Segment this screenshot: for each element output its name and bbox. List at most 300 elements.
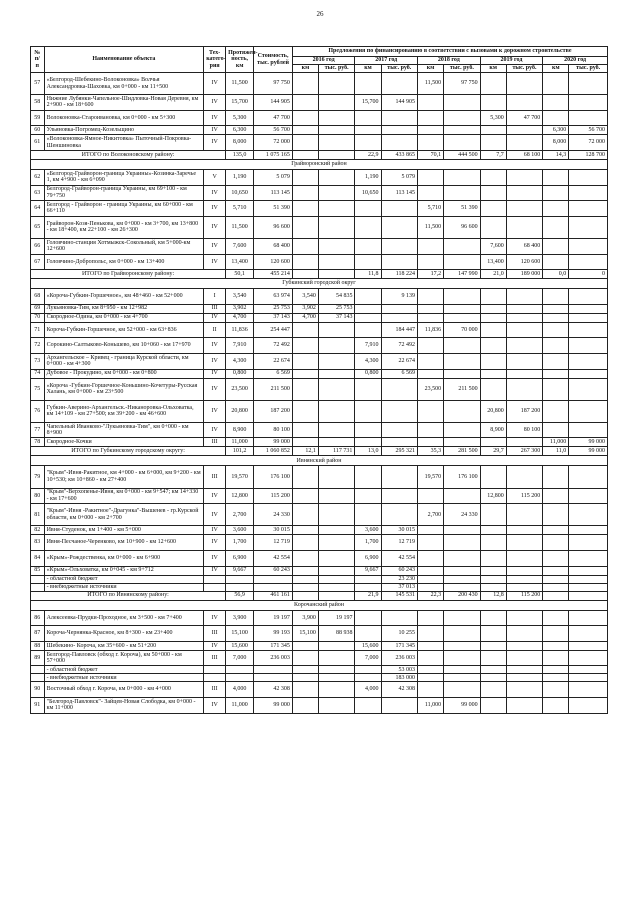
row-value <box>418 583 444 591</box>
total-value <box>292 270 318 279</box>
row-value <box>506 322 543 338</box>
table-row <box>31 650 608 666</box>
row-value <box>444 535 481 551</box>
row-object-name: Ивня-Песчаное-Черенково, км 10+900 - км 12+600 <box>44 535 204 551</box>
funding-source-label: - областной бюджет <box>44 575 204 583</box>
row-value <box>506 526 543 535</box>
row-value: 9 139 <box>381 289 418 305</box>
row-cost: 56 700 <box>254 126 293 135</box>
row-value <box>355 504 381 526</box>
row-category: IV <box>204 378 226 400</box>
row-object-name: "Крым"-Верхопенье-Ивня, км 0+000 - км 9+547; км 14+330 - км 17+600 <box>44 488 204 504</box>
row-value <box>355 110 381 126</box>
total-label: ИТОГО по Губкинскому городскому округу: <box>31 447 226 456</box>
row-category: IV <box>204 338 226 354</box>
row-value <box>506 438 543 447</box>
row-value: 211 500 <box>444 378 481 400</box>
table-row <box>31 135 608 151</box>
row-length: 11,500 <box>226 73 254 95</box>
row-cost <box>254 583 293 591</box>
row-value: 20,800 <box>480 400 506 422</box>
header-cost: Стоимость, тыс. рублей <box>254 47 293 73</box>
row-category: IV <box>204 698 226 714</box>
header-object-name: Наименование объекта <box>44 47 204 73</box>
row-number: 61 <box>31 135 45 151</box>
total-value: 200 430 <box>444 591 481 600</box>
row-object-name: Алексеевка-Прудки-Проходное, км 3+500 - км 7+400 <box>44 610 204 626</box>
row-value <box>480 666 506 674</box>
row-value: 11,500 <box>418 73 444 95</box>
total-value: 118 224 <box>381 270 418 279</box>
row-length: 1,190 <box>226 169 254 185</box>
row-cost: 99 000 <box>254 698 293 714</box>
row-category: IV <box>204 641 226 650</box>
row-cost: 6 569 <box>254 369 293 378</box>
row-value <box>381 216 418 238</box>
total-value <box>543 591 569 600</box>
row-object-name: Скородное-Кочки <box>44 438 204 447</box>
table-row <box>31 466 608 488</box>
row-value <box>480 583 506 591</box>
row-value <box>318 698 355 714</box>
row-value <box>543 526 569 535</box>
funding-source-row <box>31 666 608 674</box>
row-cost: 176 100 <box>254 466 293 488</box>
row-value <box>355 698 381 714</box>
row-value <box>381 135 418 151</box>
row-value <box>318 135 355 151</box>
total-label: ИТОГО по Волоконовскому району: <box>31 150 226 159</box>
row-value: 9,667 <box>355 566 381 575</box>
funding-source-row <box>31 583 608 591</box>
row-value <box>355 610 381 626</box>
row-value <box>381 201 418 217</box>
row-value <box>381 698 418 714</box>
row-object-name: Белгород-Грайворон-граница Украины, км 69+100 - км 79+750 <box>44 185 204 201</box>
table-row <box>31 641 608 650</box>
row-value <box>506 674 543 682</box>
row-value <box>444 422 481 438</box>
row-value <box>318 438 355 447</box>
row-category: III <box>204 682 226 698</box>
row-value <box>569 526 608 535</box>
row-length: 8,900 <box>226 422 254 438</box>
total-value <box>292 591 318 600</box>
row-value <box>381 504 418 526</box>
row-category: IV <box>204 504 226 526</box>
table-row <box>31 551 608 567</box>
row-value <box>543 169 569 185</box>
total-cost: 1 060 852 <box>254 447 293 456</box>
row-value <box>418 254 444 270</box>
row-value: 120 600 <box>506 254 543 270</box>
row-value: 15,600 <box>355 641 381 650</box>
row-value <box>543 650 569 666</box>
row-number: 90 <box>31 682 45 698</box>
total-value: 12,8 <box>480 591 506 600</box>
row-value <box>480 135 506 151</box>
row-category: III <box>204 650 226 666</box>
row-length: 11,500 <box>226 216 254 238</box>
row-value <box>543 353 569 369</box>
row-length: 10,650 <box>226 185 254 201</box>
row-number: 80 <box>31 488 45 504</box>
row-value: 4,000 <box>355 682 381 698</box>
row-value <box>418 126 444 135</box>
row-value <box>569 353 608 369</box>
row-cost: 99 193 <box>254 626 293 642</box>
row-number: 58 <box>31 95 45 111</box>
row-object-name: Шебекино- Короча, км 35+600 - км 51+200 <box>44 641 204 650</box>
row-cost: 42 308 <box>254 682 293 698</box>
row-value <box>506 626 543 642</box>
row-category: IV <box>204 185 226 201</box>
row-value: 51 390 <box>444 201 481 217</box>
total-value: 444 500 <box>444 150 481 159</box>
row-value <box>543 583 569 591</box>
row-number: 71 <box>31 322 45 338</box>
row-value <box>318 535 355 551</box>
table-row <box>31 185 608 201</box>
row-value <box>543 610 569 626</box>
row-value <box>292 575 318 583</box>
total-cost: 461 161 <box>254 591 293 600</box>
row-value <box>444 126 481 135</box>
row-value <box>480 610 506 626</box>
row-value <box>292 238 318 254</box>
row-value <box>418 626 444 642</box>
row-object-name: «Белгород-Шебекино-Волоконовка» Волчья Александровка-Шаховка, км 0+000 - км 11+500 <box>44 73 204 95</box>
row-object-name: «Волоконовка-Ямное-Никитовка» Пыточный-Покровка-Шеншиновка <box>44 135 204 151</box>
total-value: 99 000 <box>569 447 608 456</box>
row-value <box>569 682 608 698</box>
total-length: 135,0 <box>226 150 254 159</box>
row-object-name: Сорокино-Салтыково-Коньшево, км 10+060 - км 17+970 <box>44 338 204 354</box>
row-value <box>569 95 608 111</box>
table-row <box>31 126 608 135</box>
row-value <box>480 526 506 535</box>
row-object-name: Восточный обход г. Короча, км 0+000 - км 4+000 <box>44 682 204 698</box>
row-value <box>318 338 355 354</box>
row-value <box>292 674 318 682</box>
row-value: 171 345 <box>381 641 418 650</box>
row-value: 96 600 <box>444 216 481 238</box>
row-number: 73 <box>31 353 45 369</box>
row-value <box>480 674 506 682</box>
row-value <box>506 126 543 135</box>
row-value <box>444 626 481 642</box>
row-value <box>418 95 444 111</box>
row-value <box>418 650 444 666</box>
row-length <box>226 583 254 591</box>
row-number: 65 <box>31 216 45 238</box>
row-value <box>444 641 481 650</box>
row-object-name: Белгород-Павловск (обход г. Короча), км 50+000 - км 57+000 <box>44 650 204 666</box>
row-number <box>31 575 45 583</box>
row-value <box>480 551 506 567</box>
total-value: 115 200 <box>506 591 543 600</box>
row-value <box>506 73 543 95</box>
row-value <box>444 650 481 666</box>
header-year: 2020 год <box>543 57 608 65</box>
row-value <box>318 526 355 535</box>
table-row <box>31 304 608 313</box>
row-category: IV <box>204 126 226 135</box>
section-title: Губкинский городской округ <box>31 279 608 289</box>
row-value <box>381 400 418 422</box>
row-value: 68 400 <box>506 238 543 254</box>
row-value <box>292 400 318 422</box>
row-value <box>480 322 506 338</box>
section-title: Ивнянский район <box>31 456 608 466</box>
row-value: 115 200 <box>506 488 543 504</box>
table-row <box>31 95 608 111</box>
table-row <box>31 438 608 447</box>
row-object-name: Короча-Чернянка-Красное, км 8+300 - км 23+400 <box>44 626 204 642</box>
row-value <box>480 504 506 526</box>
row-length: 15,600 <box>226 641 254 650</box>
row-value <box>444 304 481 313</box>
table-row <box>31 353 608 369</box>
row-value <box>292 641 318 650</box>
total-label: ИТОГО по Ивнянскому району: <box>31 591 226 600</box>
row-length: 1,700 <box>226 535 254 551</box>
row-length: 0,800 <box>226 369 254 378</box>
row-value <box>480 369 506 378</box>
row-value <box>543 338 569 354</box>
row-cost: 19 197 <box>254 610 293 626</box>
row-value <box>543 378 569 400</box>
total-value <box>318 150 355 159</box>
row-length: 15,700 <box>226 95 254 111</box>
row-category: III <box>204 626 226 642</box>
row-value <box>355 583 381 591</box>
table-row <box>31 504 608 526</box>
row-value <box>506 313 543 322</box>
row-category: IV <box>204 201 226 217</box>
row-value <box>543 185 569 201</box>
row-value <box>480 169 506 185</box>
row-value <box>543 626 569 642</box>
row-value: 99 000 <box>569 438 608 447</box>
total-value: 21,9 <box>355 591 381 600</box>
row-value <box>506 583 543 591</box>
row-length: 11,000 <box>226 438 254 447</box>
row-object-name: Белгород - Грайворон - граница Украины, км 60+000 - км 66+110 <box>44 201 204 217</box>
row-cost: 80 100 <box>254 422 293 438</box>
row-value <box>569 422 608 438</box>
row-category: V <box>204 169 226 185</box>
row-object-name: «Крым»-Рождественка, км 0+000 - км 6+900 <box>44 551 204 567</box>
row-object-name: Головчино-Добропольс, км 0+000 - км 13+400 <box>44 254 204 270</box>
row-number: 87 <box>31 626 45 642</box>
row-number: 88 <box>31 641 45 650</box>
row-object-name: «Крым»-Ольховатка, км 0+045 - км 9+712 <box>44 566 204 575</box>
row-value <box>292 422 318 438</box>
row-category: IV <box>204 73 226 95</box>
section-title: Корочанский район <box>31 600 608 610</box>
row-value <box>569 73 608 95</box>
header-proposal: Предложения по финансированию в соответствии с вызовами к дорожном строительстве <box>292 47 607 57</box>
row-value <box>480 338 506 354</box>
row-cost: 5 079 <box>254 169 293 185</box>
row-value: 176 100 <box>444 466 481 488</box>
row-number: 70 <box>31 313 45 322</box>
row-value <box>444 551 481 567</box>
row-length: 6,300 <box>226 126 254 135</box>
row-value <box>318 674 355 682</box>
row-value <box>318 378 355 400</box>
header-year: 2018 год <box>418 57 481 65</box>
row-category: IV <box>204 551 226 567</box>
row-value <box>480 466 506 488</box>
row-value <box>480 378 506 400</box>
row-value <box>355 438 381 447</box>
row-value <box>381 73 418 95</box>
row-value <box>506 466 543 488</box>
row-value <box>444 169 481 185</box>
header-sub-rub: тыс. руб. <box>444 65 481 73</box>
row-object-name: "Белгород-Павловск"- Зайцев-Новая Слободка, км 0+000 - км 11+000 <box>44 698 204 714</box>
row-value <box>355 73 381 95</box>
header-sub-km: км <box>480 65 506 73</box>
row-value <box>418 313 444 322</box>
row-value <box>355 201 381 217</box>
row-length: 5,300 <box>226 110 254 126</box>
total-value: 433 865 <box>381 150 418 159</box>
row-value <box>292 95 318 111</box>
row-value <box>569 488 608 504</box>
row-value <box>506 338 543 354</box>
row-value <box>506 682 543 698</box>
row-value <box>381 466 418 488</box>
row-value <box>355 466 381 488</box>
row-value <box>381 313 418 322</box>
row-value <box>292 650 318 666</box>
row-value: 42 308 <box>381 682 418 698</box>
row-value <box>318 322 355 338</box>
row-number <box>31 674 45 682</box>
row-number: 82 <box>31 526 45 535</box>
total-value: 295 321 <box>381 447 418 456</box>
row-value <box>480 216 506 238</box>
row-value <box>543 400 569 422</box>
row-length: 2,700 <box>226 504 254 526</box>
row-object-name: Короча-Губкин-Горшечное, км 52+000 - км 63+836 <box>44 322 204 338</box>
row-length: 13,400 <box>226 254 254 270</box>
row-value <box>292 682 318 698</box>
row-value: 99 000 <box>444 698 481 714</box>
row-value <box>506 666 543 674</box>
row-object-name: Грайворон-Козя-Пенькова, км 0+000 - км 3+700, км 13+800 - км 18+400, км 22+100 - км 26+300 <box>44 216 204 238</box>
row-value <box>418 110 444 126</box>
row-value <box>506 610 543 626</box>
row-value <box>543 369 569 378</box>
row-value <box>569 378 608 400</box>
row-length: 3,902 <box>226 304 254 313</box>
row-value: 0,800 <box>355 369 381 378</box>
table-row <box>31 535 608 551</box>
table-row <box>31 289 608 305</box>
row-value <box>543 322 569 338</box>
table-row <box>31 400 608 422</box>
row-value: 19 197 <box>318 610 355 626</box>
table-row <box>31 322 608 338</box>
row-value: 12 719 <box>381 535 418 551</box>
section-row <box>31 159 608 169</box>
row-value <box>569 566 608 575</box>
row-value <box>444 289 481 305</box>
row-value <box>355 135 381 151</box>
row-value: 37 013 <box>381 583 418 591</box>
row-cost: 97 750 <box>254 73 293 95</box>
row-cost: 63 974 <box>254 289 293 305</box>
row-value: 56 700 <box>569 126 608 135</box>
table-row <box>31 73 608 95</box>
row-value <box>543 535 569 551</box>
row-value <box>318 575 355 583</box>
row-value: 53 003 <box>381 666 418 674</box>
row-value <box>318 566 355 575</box>
row-value <box>543 313 569 322</box>
row-value: 19,570 <box>418 466 444 488</box>
row-number: 83 <box>31 535 45 551</box>
row-length: 20,800 <box>226 400 254 422</box>
row-cost: 51 390 <box>254 201 293 217</box>
row-cost: 12 719 <box>254 535 293 551</box>
row-value <box>381 378 418 400</box>
row-value <box>444 338 481 354</box>
total-row <box>31 447 608 456</box>
header-sub-rub: тыс. руб. <box>381 65 418 73</box>
row-value <box>480 641 506 650</box>
row-value <box>569 254 608 270</box>
row-cost: 25 753 <box>254 304 293 313</box>
row-value <box>543 304 569 313</box>
row-value <box>444 254 481 270</box>
row-cost: 68 400 <box>254 238 293 254</box>
row-value <box>418 575 444 583</box>
row-value <box>543 216 569 238</box>
table-row <box>31 378 608 400</box>
header-sub-km: км <box>543 65 569 73</box>
total-cost: 455 214 <box>254 270 293 279</box>
header-sub-rub: тыс. руб. <box>506 65 543 73</box>
row-value <box>355 126 381 135</box>
row-value <box>355 378 381 400</box>
row-category: IV <box>204 488 226 504</box>
row-cost: 113 145 <box>254 185 293 201</box>
row-value: 23 230 <box>381 575 418 583</box>
row-value <box>506 650 543 666</box>
row-number: 60 <box>31 126 45 135</box>
row-value <box>318 488 355 504</box>
row-category: IV <box>204 422 226 438</box>
row-value <box>292 488 318 504</box>
row-value <box>318 422 355 438</box>
funding-source-label: - внебюджетные источники <box>44 674 204 682</box>
table-row <box>31 682 608 698</box>
total-value: 128 700 <box>569 150 608 159</box>
row-value <box>418 438 444 447</box>
row-value: 11,836 <box>418 322 444 338</box>
row-value <box>292 551 318 567</box>
row-value <box>292 185 318 201</box>
row-cost: 254 447 <box>254 322 293 338</box>
row-cost: 96 600 <box>254 216 293 238</box>
row-value <box>569 289 608 305</box>
row-number: 76 <box>31 400 45 422</box>
